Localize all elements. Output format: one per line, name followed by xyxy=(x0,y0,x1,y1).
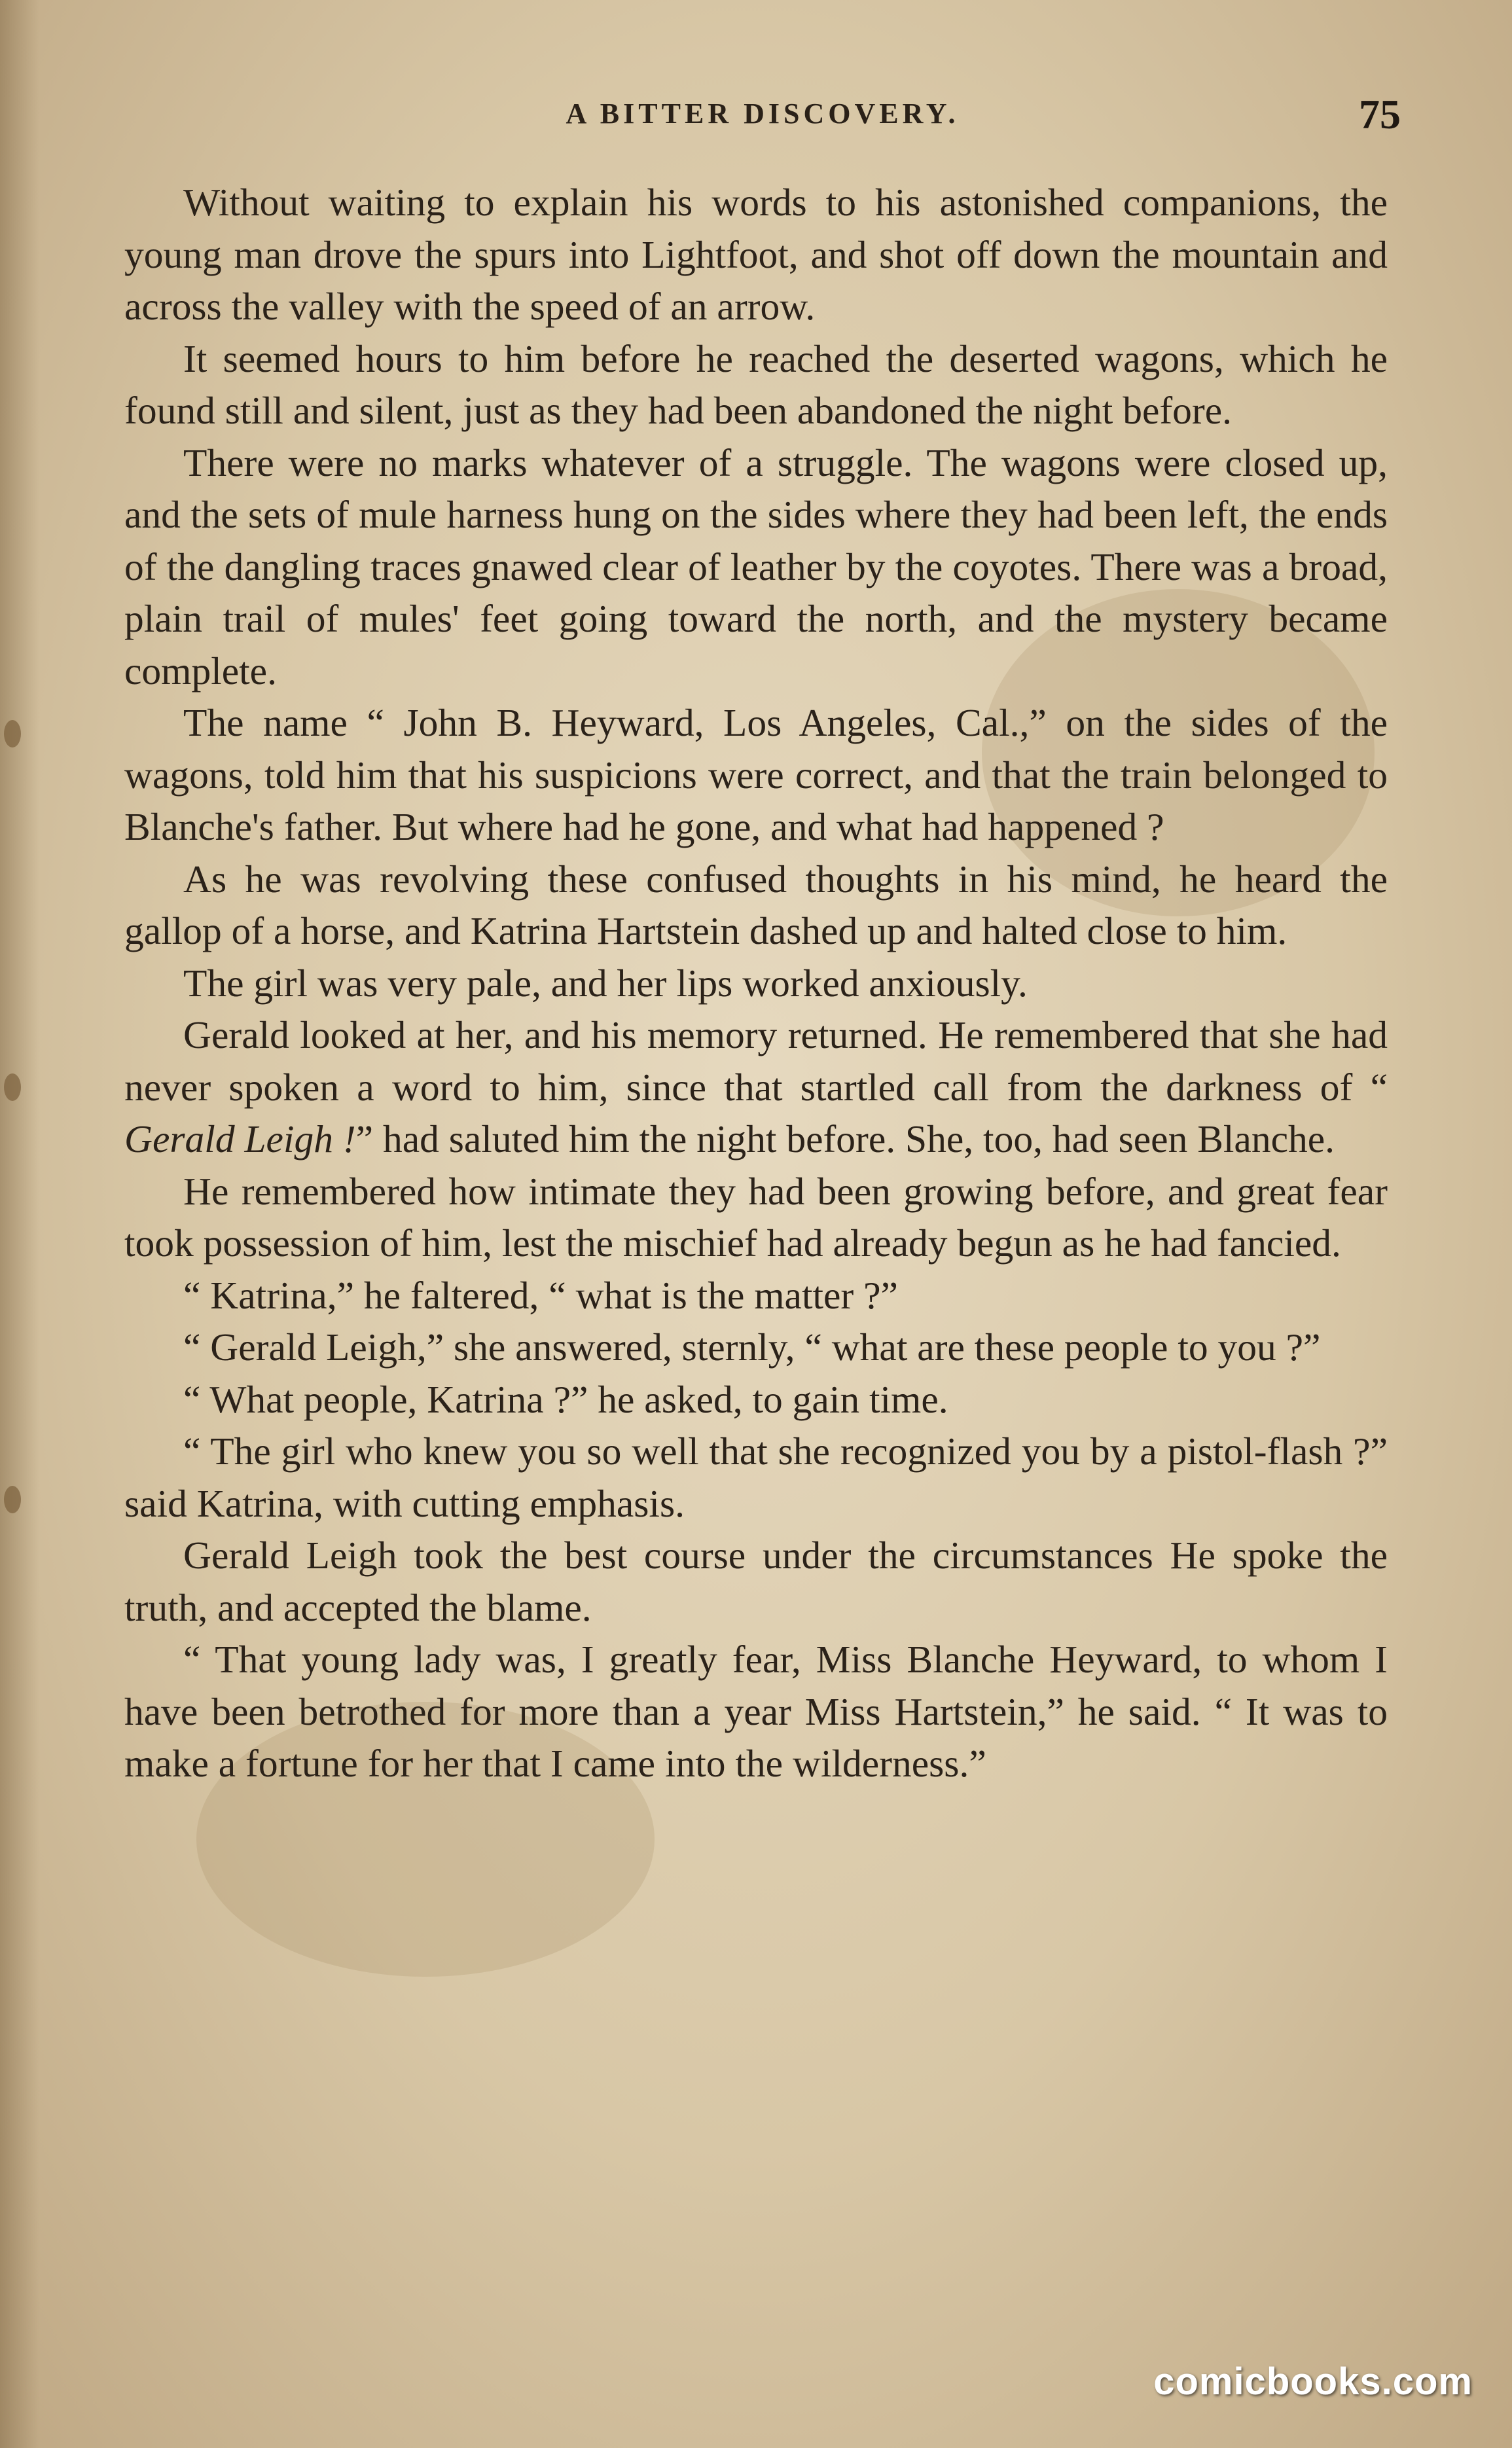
running-head xyxy=(124,90,1401,149)
body-text xyxy=(124,177,1388,1790)
paragraph: “ Katrina,” he faltered, “ what is the matter ?” xyxy=(183,1273,898,1317)
paragraph: The girl was very pale, and her lips worked anxiously. xyxy=(183,961,1028,1005)
page-number: 75 xyxy=(1359,91,1401,137)
paragraph: Gerald Leigh took the best course under the circumstances He spoke the truth, and accepted the blame. xyxy=(124,1534,1388,1629)
watermark: comicbooks.com xyxy=(1153,2360,1473,2403)
paragraph-text: ” had saluted him the night before. She, too, had seen Blanche. xyxy=(355,1117,1335,1161)
paragraph: Without waiting to explain his words to his astonished companions, the young man drove the spurs into Lightfoot, and shot off down the mountain and across the valley with the speed of an arrow. xyxy=(124,181,1388,328)
page-edge-shadow xyxy=(0,0,39,2448)
binding-hole xyxy=(4,1486,21,1513)
paragraph: It seemed hours to him before he reached the deserted wagons, which he found still and silent, just as they had been abandoned the night before. xyxy=(124,336,1388,432)
binding-hole xyxy=(4,1073,21,1101)
chapter-title: A BITTER DISCOVERY. xyxy=(566,98,960,130)
paragraph-text: Gerald looked at her, and his memory returned. He remembered that she had never spoken a word to him, since that startled call from the darkness of “ xyxy=(124,1013,1388,1109)
italic-name: Gerald Leigh ! xyxy=(124,1117,356,1161)
paragraph: He remembered how intimate they had been growing before, and great fear took possession of him, lest the mischief had already begun as he had fancied. xyxy=(124,1169,1388,1265)
binding-hole xyxy=(4,720,21,747)
paragraph: “ The girl who knew you so well that she recognized you by a pistol-flash ?” said Katrina, with cutting emphasis. xyxy=(124,1430,1388,1525)
paragraph: “ That young lady was, I greatly fear, Miss Blanche Heyward, to whom I have been betrothed for more than a year Miss Hartstein,” he said. “ It was to make a fortune for her that I came into the wilderness.” xyxy=(124,1638,1388,1785)
paragraph: The name “ John B. Heyward, Los Angeles, Cal.,” on the sides of the wagons, told him that his suspicions were correct, and that the train belonged to Blanche's father. But where had he gone, and what had happened ? xyxy=(124,701,1388,848)
paragraph: There were no marks whatever of a struggle. The wagons were closed up, and the sets of mule harness hung on the sides where they had been left, the ends of the dangling traces gnawed clear of leather by the coyotes. There was a broad, plain trail of mules' feet going toward the north, and the mystery became complete. xyxy=(124,441,1388,693)
paragraph: As he was revolving these confused thoughts in his mind, he heard the gallop of a horse, and Katrina Hartstein dashed up and halted close to him. xyxy=(124,857,1388,952)
paragraph: “ What people, Katrina ?” he asked, to gain time. xyxy=(183,1377,948,1421)
paragraph xyxy=(124,1009,1388,1166)
paragraph: “ Gerald Leigh,” she answered, sternly, “ what are these people to you ?” xyxy=(183,1325,1321,1369)
